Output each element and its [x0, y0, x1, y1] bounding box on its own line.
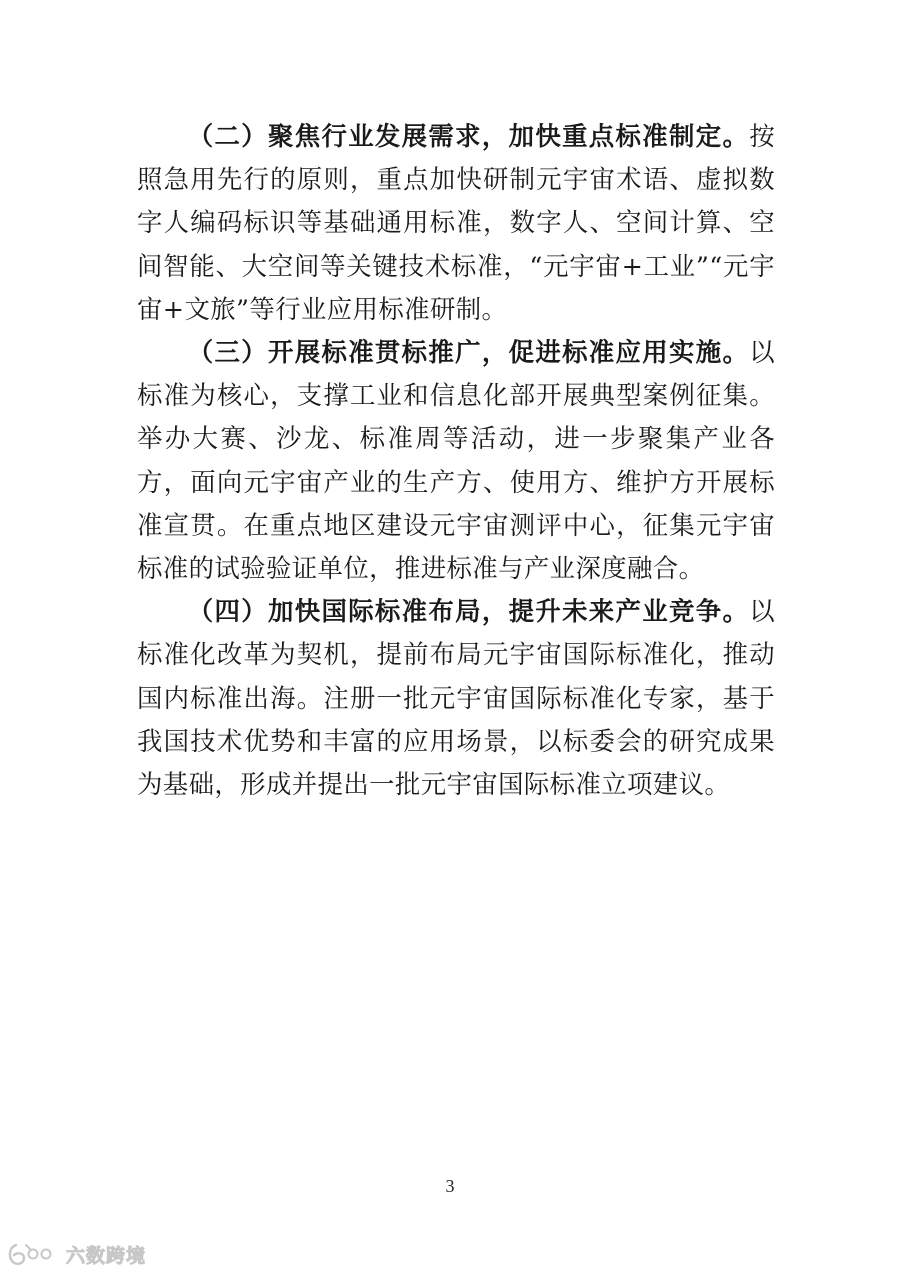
- section-body: 以标准为核心，支撑工业和信息化部开展典型案例征集。举办大赛、沙龙、标准周等活动，进一步聚集产业各方，面向元宇宙产业的生产方、使用方、维护方开展标准宣贯。在重点地区建设元宇宙测评中心，征集元宇宙标准的试验验证单位，推进标准与产业深度融合。: [137, 337, 775, 584]
- section-heading: （二）聚焦行业发展需求，加快重点标准制定。: [187, 121, 750, 151]
- page-number: 3: [445, 1176, 455, 1196]
- watermark: [6, 1238, 146, 1270]
- paragraph-section-2: [137, 115, 775, 331]
- document-body: [137, 115, 775, 806]
- section-body: 按照急用先行的原则，重点加快研制元宇宙术语、虚拟数字人编码标识等基础通用标准，数字人、空间计算、空间智能、大空间等关键技术标准，“元宇宙+工业”“元宇宙+文旅”等行业应用标准研制。: [137, 121, 775, 324]
- section-body: 以标准化改革为契机，提前布局元宇宙国际标准化，推动国内标准出海。注册一批元宇宙国际标准化专家，基于我国技术优势和丰富的应用场景，以标委会的研究成果为基础，形成并提出一批元宇宙国际标准立项建议。: [137, 596, 775, 800]
- paragraph-section-3: [137, 331, 775, 590]
- paragraph-section-4: [137, 590, 775, 806]
- six-logo-icon: [6, 1241, 60, 1267]
- watermark-text: 六数跨境: [66, 1244, 147, 1267]
- section-heading: （三）开展标准贯标推广，促进标准应用实施。: [187, 337, 750, 368]
- section-heading: （四）加快国际标准布局，提升未来产业竞争。: [187, 596, 750, 627]
